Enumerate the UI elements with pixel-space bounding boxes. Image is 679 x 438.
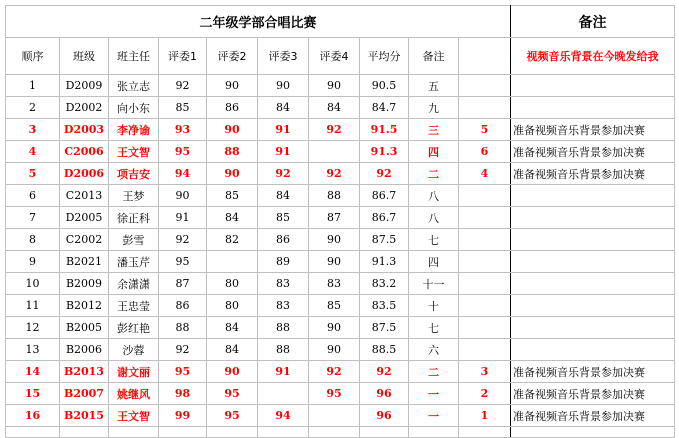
cell-avg[interactable]: 86.7 xyxy=(360,185,409,207)
cell-seq[interactable]: 16 xyxy=(6,405,60,427)
table-row xyxy=(6,185,675,207)
cell-note[interactable]: 准备视频音乐背景参加决赛 xyxy=(511,383,675,405)
cell-j2[interactable]: 90 xyxy=(207,119,258,141)
empty-cell[interactable] xyxy=(60,427,109,438)
cell-num[interactable] xyxy=(459,207,511,229)
cell-avg[interactable]: 83.5 xyxy=(360,295,409,317)
cell-num[interactable]: 4 xyxy=(459,163,511,185)
cell-j3[interactable]: 88 xyxy=(258,317,309,339)
cell-j1[interactable]: 99 xyxy=(159,405,207,427)
cell-j4[interactable]: 83 xyxy=(309,273,360,295)
cell-note[interactable]: 准备视频音乐背景参加决赛 xyxy=(511,119,675,141)
cell-j1[interactable]: 92 xyxy=(159,75,207,97)
cell-seq[interactable]: 9 xyxy=(6,251,60,273)
cell-cls[interactable]: B2012 xyxy=(60,295,109,317)
cell-teacher[interactable]: 谢文丽 xyxy=(109,361,159,383)
cell-avg[interactable]: 91.5 xyxy=(360,119,409,141)
cell-rank[interactable]: 十一 xyxy=(409,273,459,295)
cell-num[interactable] xyxy=(459,75,511,97)
cell-j1[interactable]: 92 xyxy=(159,339,207,361)
cell-num[interactable]: 6 xyxy=(459,141,511,163)
cell-j1[interactable]: 91 xyxy=(159,207,207,229)
cell-rank[interactable]: 二 xyxy=(409,163,459,185)
cell-avg[interactable]: 90.5 xyxy=(360,75,409,97)
cell-j4[interactable]: 84 xyxy=(309,97,360,119)
cell-j3[interactable]: 85 xyxy=(258,207,309,229)
cell-rank[interactable]: 八 xyxy=(409,207,459,229)
cell-rank[interactable]: 九 xyxy=(409,97,459,119)
cell-j2[interactable]: 80 xyxy=(207,273,258,295)
cell-note[interactable]: 准备视频音乐背景参加决赛 xyxy=(511,361,675,383)
cell-teacher[interactable]: 余潇潇 xyxy=(109,273,159,295)
cell-rank[interactable]: 二 xyxy=(409,361,459,383)
cell-j1[interactable]: 95 xyxy=(159,361,207,383)
cell-num[interactable]: 2 xyxy=(459,383,511,405)
cell-teacher[interactable]: 项吉安 xyxy=(109,163,159,185)
cell-seq[interactable]: 6 xyxy=(6,185,60,207)
cell-seq[interactable]: 14 xyxy=(6,361,60,383)
cell-j2[interactable]: 90 xyxy=(207,75,258,97)
cell-j2[interactable]: 95 xyxy=(207,405,258,427)
table-row xyxy=(6,229,675,251)
cell-j1[interactable]: 95 xyxy=(159,141,207,163)
cell-num[interactable] xyxy=(459,185,511,207)
cell-j4[interactable]: 87 xyxy=(309,207,360,229)
table-row xyxy=(6,75,675,97)
cell-teacher[interactable]: 彭雪 xyxy=(109,229,159,251)
cell-num[interactable] xyxy=(459,339,511,361)
cell-cls[interactable]: B2009 xyxy=(60,273,109,295)
cell-avg[interactable]: 96 xyxy=(360,405,409,427)
cell-j2[interactable]: 84 xyxy=(207,207,258,229)
cell-note[interactable] xyxy=(511,317,675,339)
cell-cls[interactable]: B2005 xyxy=(60,317,109,339)
title-cell[interactable]: 二年级学部合唱比赛 xyxy=(6,6,511,38)
header-cell[interactable]: 顺序 xyxy=(6,38,60,75)
cell-teacher[interactable]: 姚继风 xyxy=(109,383,159,405)
cell-seq[interactable]: 1 xyxy=(6,75,60,97)
cell-j3[interactable]: 86 xyxy=(258,229,309,251)
cell-j1[interactable]: 90 xyxy=(159,185,207,207)
cell-j4[interactable]: 92 xyxy=(309,361,360,383)
remark-title-cell[interactable]: 备注 xyxy=(511,6,675,38)
cell-j2[interactable]: 86 xyxy=(207,97,258,119)
table-row xyxy=(6,383,675,405)
cell-note[interactable] xyxy=(511,207,675,229)
table-row xyxy=(6,295,675,317)
empty-cell[interactable] xyxy=(207,427,258,438)
cell-teacher[interactable]: 向小东 xyxy=(109,97,159,119)
cell-j3[interactable]: 90 xyxy=(258,75,309,97)
cell-cls[interactable]: B2015 xyxy=(60,405,109,427)
cell-j4[interactable]: 85 xyxy=(309,295,360,317)
cell-j1[interactable]: 86 xyxy=(159,295,207,317)
cell-j2[interactable]: 80 xyxy=(207,295,258,317)
cell-j3[interactable]: 83 xyxy=(258,295,309,317)
cell-j3[interactable] xyxy=(258,383,309,405)
cell-seq[interactable]: 5 xyxy=(6,163,60,185)
cell-teacher[interactable]: 王梦 xyxy=(109,185,159,207)
cell-j3[interactable]: 94 xyxy=(258,405,309,427)
header-cell[interactable]: 班级 xyxy=(60,38,109,75)
cell-j4[interactable]: 90 xyxy=(309,75,360,97)
cell-rank[interactable]: 四 xyxy=(409,251,459,273)
cell-avg[interactable]: 91.3 xyxy=(360,251,409,273)
cell-note[interactable] xyxy=(511,251,675,273)
cell-num[interactable] xyxy=(459,317,511,339)
empty-cell[interactable] xyxy=(6,427,60,438)
cell-seq[interactable]: 12 xyxy=(6,317,60,339)
cell-j4[interactable]: 90 xyxy=(309,317,360,339)
cell-j2[interactable]: 84 xyxy=(207,339,258,361)
cell-rank[interactable]: 七 xyxy=(409,229,459,251)
cell-teacher[interactable]: 王文智 xyxy=(109,405,159,427)
table-row xyxy=(6,141,675,163)
cell-teacher[interactable]: 李净谕 xyxy=(109,119,159,141)
cell-j4[interactable]: 90 xyxy=(309,339,360,361)
cell-avg[interactable]: 91.3 xyxy=(360,141,409,163)
cell-rank[interactable]: 一 xyxy=(409,405,459,427)
cell-note[interactable] xyxy=(511,75,675,97)
cell-avg[interactable]: 86.7 xyxy=(360,207,409,229)
cell-rank[interactable]: 一 xyxy=(409,383,459,405)
cell-seq[interactable]: 13 xyxy=(6,339,60,361)
table-row xyxy=(6,207,675,229)
cell-num[interactable] xyxy=(459,251,511,273)
cell-j3[interactable]: 84 xyxy=(258,185,309,207)
cell-avg[interactable]: 87.5 xyxy=(360,317,409,339)
cell-note[interactable] xyxy=(511,295,675,317)
cell-j3[interactable]: 89 xyxy=(258,251,309,273)
cell-j1[interactable]: 87 xyxy=(159,273,207,295)
cell-j4[interactable]: 95 xyxy=(309,383,360,405)
cell-j3[interactable]: 91 xyxy=(258,141,309,163)
cell-j1[interactable]: 85 xyxy=(159,97,207,119)
empty-cell[interactable] xyxy=(258,427,309,438)
cell-avg[interactable]: 87.5 xyxy=(360,229,409,251)
cell-teacher[interactable]: 徐正科 xyxy=(109,207,159,229)
cell-j3[interactable]: 83 xyxy=(258,273,309,295)
score-table xyxy=(5,5,675,438)
cell-seq[interactable]: 4 xyxy=(6,141,60,163)
cell-j2[interactable]: 82 xyxy=(207,229,258,251)
cell-rank[interactable]: 六 xyxy=(409,339,459,361)
cell-cls[interactable]: B2021 xyxy=(60,251,109,273)
cell-j2[interactable]: 90 xyxy=(207,361,258,383)
empty-cell[interactable] xyxy=(360,427,409,438)
cell-note[interactable] xyxy=(511,185,675,207)
cell-j1[interactable]: 93 xyxy=(159,119,207,141)
cell-j4[interactable]: 92 xyxy=(309,119,360,141)
table-row xyxy=(6,361,675,383)
cell-j3[interactable]: 84 xyxy=(258,97,309,119)
table-row xyxy=(6,273,675,295)
cell-j2[interactable]: 90 xyxy=(207,163,258,185)
cell-rank[interactable]: 七 xyxy=(409,317,459,339)
cell-teacher[interactable]: 王文智 xyxy=(109,141,159,163)
cell-avg[interactable]: 92 xyxy=(360,163,409,185)
header-row xyxy=(6,38,675,75)
cell-num[interactable] xyxy=(459,229,511,251)
cell-j2[interactable]: 95 xyxy=(207,383,258,405)
header-cell[interactable]: 评委2 xyxy=(207,38,258,75)
cell-num[interactable]: 1 xyxy=(459,405,511,427)
empty-row xyxy=(6,427,675,438)
cell-cls[interactable]: D2006 xyxy=(60,163,109,185)
table-row xyxy=(6,97,675,119)
header-cell[interactable]: 平均分 xyxy=(360,38,409,75)
cell-cls[interactable]: B2007 xyxy=(60,383,109,405)
cell-j4[interactable]: 90 xyxy=(309,251,360,273)
cell-teacher[interactable]: 沙蓉 xyxy=(109,339,159,361)
cell-cls[interactable]: C2006 xyxy=(60,141,109,163)
cell-cls[interactable]: D2009 xyxy=(60,75,109,97)
cell-seq[interactable]: 3 xyxy=(6,119,60,141)
table-row xyxy=(6,251,675,273)
cell-avg[interactable]: 84.7 xyxy=(360,97,409,119)
cell-j4[interactable] xyxy=(309,405,360,427)
cell-j2[interactable]: 84 xyxy=(207,317,258,339)
cell-avg[interactable]: 92 xyxy=(360,361,409,383)
cell-note[interactable] xyxy=(511,229,675,251)
cell-note[interactable] xyxy=(511,273,675,295)
header-cell[interactable]: 备注 xyxy=(409,38,459,75)
cell-j1[interactable]: 88 xyxy=(159,317,207,339)
cell-j4[interactable] xyxy=(309,141,360,163)
cell-cls[interactable]: C2002 xyxy=(60,229,109,251)
table-row xyxy=(6,405,675,427)
cell-rank[interactable]: 八 xyxy=(409,185,459,207)
cell-avg[interactable]: 96 xyxy=(360,383,409,405)
cell-rank[interactable]: 十 xyxy=(409,295,459,317)
cell-num[interactable] xyxy=(459,97,511,119)
header-cell[interactable]: 评委4 xyxy=(309,38,360,75)
cell-avg[interactable]: 83.2 xyxy=(360,273,409,295)
cell-teacher[interactable]: 潘玉芹 xyxy=(109,251,159,273)
cell-cls[interactable]: B2013 xyxy=(60,361,109,383)
cell-j2[interactable]: 85 xyxy=(207,185,258,207)
cell-seq[interactable]: 2 xyxy=(6,97,60,119)
header-cell[interactable] xyxy=(459,38,511,75)
cell-rank[interactable]: 五 xyxy=(409,75,459,97)
table-row xyxy=(6,163,675,185)
cell-cls[interactable]: D2005 xyxy=(60,207,109,229)
cell-j1[interactable]: 95 xyxy=(159,251,207,273)
header-cell[interactable]: 评委3 xyxy=(258,38,309,75)
empty-cell[interactable] xyxy=(511,427,675,438)
title-row xyxy=(6,6,675,38)
cell-teacher[interactable]: 张立志 xyxy=(109,75,159,97)
table-row xyxy=(6,119,675,141)
empty-cell[interactable] xyxy=(309,427,360,438)
table-row xyxy=(6,339,675,361)
cell-j3[interactable]: 92 xyxy=(258,163,309,185)
cell-j3[interactable]: 91 xyxy=(258,361,309,383)
cell-note[interactable]: 准备视频音乐背景参加决赛 xyxy=(511,163,675,185)
cell-num[interactable]: 3 xyxy=(459,361,511,383)
cell-j1[interactable]: 94 xyxy=(159,163,207,185)
cell-rank[interactable]: 三 xyxy=(409,119,459,141)
header-cell[interactable]: 班主任 xyxy=(109,38,159,75)
cell-note[interactable] xyxy=(511,97,675,119)
cell-rank[interactable]: 四 xyxy=(409,141,459,163)
empty-cell[interactable] xyxy=(409,427,459,438)
empty-cell[interactable] xyxy=(109,427,159,438)
table-row xyxy=(6,317,675,339)
cell-j3[interactable]: 88 xyxy=(258,339,309,361)
remark-note-cell[interactable]: 视频音乐背景在今晚发给我 xyxy=(511,38,675,75)
cell-note[interactable]: 准备视频音乐背景参加决赛 xyxy=(511,141,675,163)
cell-seq[interactable]: 15 xyxy=(6,383,60,405)
cell-seq[interactable]: 10 xyxy=(6,273,60,295)
cell-j1[interactable]: 98 xyxy=(159,383,207,405)
cell-num[interactable] xyxy=(459,295,511,317)
cell-cls[interactable]: C2013 xyxy=(60,185,109,207)
cell-note[interactable]: 准备视频音乐背景参加决赛 xyxy=(511,405,675,427)
cell-j4[interactable]: 92 xyxy=(309,163,360,185)
cell-j1[interactable]: 92 xyxy=(159,229,207,251)
cell-seq[interactable]: 11 xyxy=(6,295,60,317)
cell-cls[interactable]: D2003 xyxy=(60,119,109,141)
header-cell[interactable]: 评委1 xyxy=(159,38,207,75)
cell-j2[interactable] xyxy=(207,251,258,273)
empty-cell[interactable] xyxy=(459,427,511,438)
cell-j2[interactable]: 88 xyxy=(207,141,258,163)
cell-teacher[interactable]: 王忠莹 xyxy=(109,295,159,317)
cell-seq[interactable]: 8 xyxy=(6,229,60,251)
cell-j3[interactable]: 91 xyxy=(258,119,309,141)
cell-teacher[interactable]: 彭红艳 xyxy=(109,317,159,339)
cell-j4[interactable]: 88 xyxy=(309,185,360,207)
cell-num[interactable]: 5 xyxy=(459,119,511,141)
cell-j4[interactable]: 90 xyxy=(309,229,360,251)
cell-seq[interactable]: 7 xyxy=(6,207,60,229)
cell-avg[interactable]: 88.5 xyxy=(360,339,409,361)
cell-note[interactable] xyxy=(511,339,675,361)
cell-num[interactable] xyxy=(459,273,511,295)
cell-cls[interactable]: D2002 xyxy=(60,97,109,119)
empty-cell[interactable] xyxy=(159,427,207,438)
cell-cls[interactable]: B2006 xyxy=(60,339,109,361)
